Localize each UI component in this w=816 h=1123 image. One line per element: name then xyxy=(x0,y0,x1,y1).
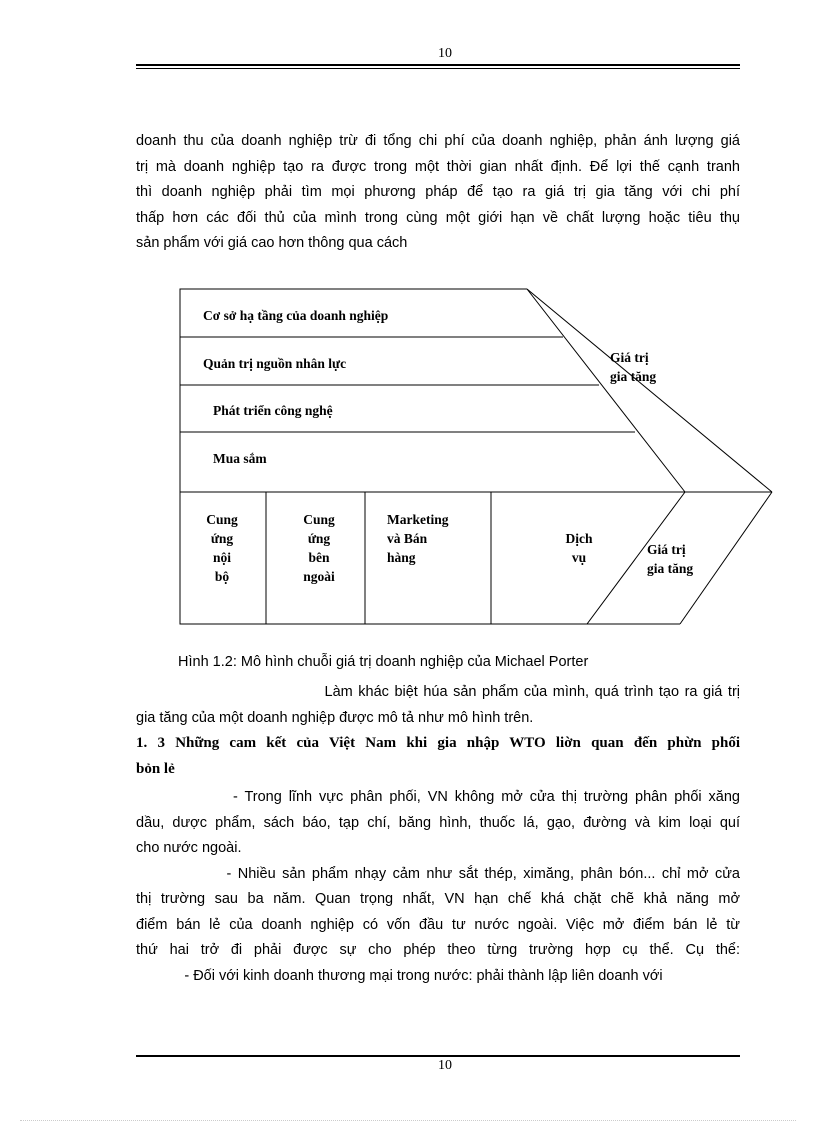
margin-top-label-2: gia tăng xyxy=(610,369,657,384)
primary-outbound-3: bên xyxy=(308,550,330,565)
primary-outbound-1: Cung xyxy=(303,512,335,527)
paragraph-1-line-3: cho nước ngoài. xyxy=(136,840,242,856)
margin-bottom-label-1: Giá trị xyxy=(647,542,686,557)
paragraph-2-line-1: - Nhiều sản phẩm nhạy cảm như sắt thép, ximăng, phân bón... chỉ mở cửa xyxy=(136,865,740,882)
support-hr: Quản trị nguồn nhân lực xyxy=(203,356,347,371)
section-heading-line-2: bỏn lẻ xyxy=(136,760,175,777)
footer-page-number: 10 xyxy=(438,1058,452,1073)
paragraph-3-line-1: - Đối với kinh doanh thương mại trong nước: phải thành lập liên doanh với xyxy=(136,967,663,984)
margin-inner-arrow-top xyxy=(527,289,685,492)
section-heading-line-1: 1. 3 Những cam kết của Việt Nam khi gia nhập WTO liờn quan đến phừn phối xyxy=(136,735,740,751)
margin-bottom-label-2: gia tăng xyxy=(647,561,694,576)
paragraph-2-line-2: thị trường sau ba năm. Quan trọng nhất, VN hạn chế khá chặt chẽ khả năng mở xyxy=(136,891,740,907)
margin-outer-arrow-bottom xyxy=(680,492,772,624)
header-page-number: 10 xyxy=(438,46,452,61)
primary-inbound-2: ứng xyxy=(210,531,234,546)
primary-inbound-1: Cung xyxy=(206,512,238,527)
intro-line-1: doanh thu của doanh nghiệp trừ đi tổng chi phí của doanh nghiệp, phản ánh lượng giá xyxy=(136,133,740,149)
body-line-2: gia tăng của một doanh nghiệp được mô tả như mô hình trên. xyxy=(136,709,534,726)
primary-marketing-2: và Bán xyxy=(387,531,428,546)
intro-line-2: trị mà doanh nghiệp tạo ra được trong một thời gian nhất định. Để lợi thế cạnh tranh xyxy=(136,158,740,175)
support-infrastructure: Cơ sở hạ tầng của doanh nghiệp xyxy=(203,308,389,323)
primary-service-1: Dịch xyxy=(565,531,593,546)
figure-caption: Hình 1.2: Mô hình chuỗi giá trị doanh nghiệp của Michael Porter xyxy=(178,654,589,670)
page-edge-dotted-line xyxy=(20,1120,796,1121)
support-procurement: Mua sắm xyxy=(213,451,267,466)
margin-top-label-1: Giá trị xyxy=(610,350,649,365)
body-line-1: Làm khác biệt húa sản phẩm của mình, quá trình tạo ra giá trị xyxy=(136,684,740,700)
primary-outbound-4: ngoài xyxy=(303,569,335,584)
primary-marketing-3: hàng xyxy=(387,550,416,565)
margin-outer-arrow-top xyxy=(527,289,772,492)
intro-line-4: thấp hơn các đối thủ của mình trong cùng một giới hạn về chất lượng hoặc tiêu thụ xyxy=(136,209,740,226)
primary-inbound-4: bộ xyxy=(214,569,230,584)
footer-rule xyxy=(136,1055,740,1057)
paragraph-1-line-2: dầu, dược phẩm, sách báo, tạp chí, băng hình, thuốc lá, gạo, đường và kim loại quí xyxy=(136,814,740,831)
intro-line-3: thì doanh nghiệp phải tìm mọi phương pháp để tạo ra giá trị gia tăng với chi phí xyxy=(136,184,740,200)
paragraph-2-line-4: thứ hai trở đi phải được sự cho phép theo từng trường hợp cụ thể. Cụ thể: xyxy=(136,942,740,958)
primary-marketing-1: Marketing xyxy=(387,512,449,527)
primary-outbound-2: ứng xyxy=(307,531,331,546)
primary-inbound-3: nội xyxy=(212,550,232,565)
paragraph-1-line-1: - Trong lĩnh vực phân phối, VN không mở cửa thị trường phân phối xăng xyxy=(136,789,740,805)
intro-line-5: sản phẩm với giá cao hơn thông qua cách xyxy=(136,235,408,251)
paragraph-2-line-3: điểm bán lẻ của doanh nghiệp có vốn đầu tư nước ngoài. Việc mở điểm bán lẻ từ xyxy=(136,916,740,933)
support-technology: Phát triển công nghệ xyxy=(213,403,333,418)
primary-service-2: vụ xyxy=(571,550,587,565)
